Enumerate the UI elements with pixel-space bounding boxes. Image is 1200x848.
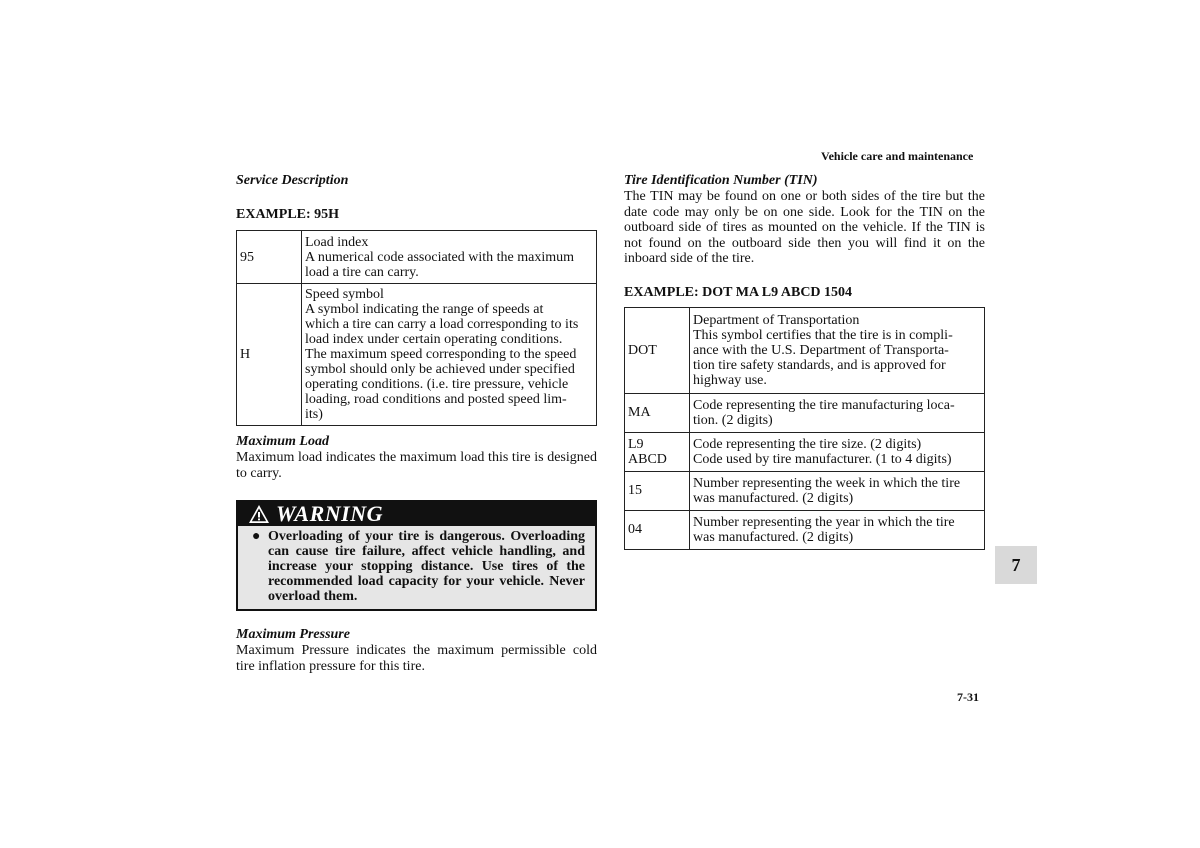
tin-text: The TIN may be found on one or both sides of the tire but the date code may only be on one side. Look for the TIN on the outboard side of tires as mounted on the vehicle. If the TIN is not found on the outboard side then you will find it on the inboard side of the tire. <box>624 189 985 266</box>
section-header: Vehicle care and maintenance <box>821 149 974 163</box>
page-number: 7-31 <box>957 690 979 704</box>
table-cell-description <box>690 307 985 393</box>
cell-line: Number representing the week in which the tire <box>693 475 961 491</box>
warning-body <box>238 526 595 609</box>
cell-line: A symbol indicating the range of speeds at <box>305 302 544 317</box>
cell-line: 04 <box>628 522 642 537</box>
tin-table <box>624 307 985 550</box>
service-description-title: Service Description <box>236 173 349 188</box>
cell-line: was manufactured. (2 digits) <box>693 529 854 545</box>
table-cell-code <box>625 393 690 432</box>
cell-line: Number representing the year in which the tire <box>693 514 955 530</box>
cell-line: ance with the U.S. Department of Transporta- <box>693 342 949 358</box>
maximum-load-text: Maximum load indicates the maximum load this tire is designed to carry. <box>236 450 597 481</box>
table-cell-description <box>690 471 985 510</box>
cell-line: Code used by tire manufacturer. (1 to 4 digits) <box>693 451 952 467</box>
cell-line: tion tire safety standards, and is approved for <box>693 357 946 373</box>
table-row <box>625 393 985 432</box>
maximum-pressure-text: Maximum Pressure indicates the maximum permissible cold tire inflation pressure for this tire. <box>236 643 597 674</box>
table-cell-description <box>690 510 985 549</box>
table-cell-code <box>625 510 690 549</box>
table-row <box>237 231 597 284</box>
right-column <box>624 172 985 550</box>
cell-line: L9 <box>628 436 644 452</box>
cell-line: symbol should only be achieved under specified <box>305 362 575 377</box>
table-row <box>237 284 597 426</box>
maximum-pressure-title: Maximum Pressure <box>236 627 350 642</box>
cell-line: its) <box>305 407 323 422</box>
chapter-tab: 7 <box>995 546 1037 584</box>
table-cell-code <box>625 307 690 393</box>
table-row <box>625 307 985 393</box>
table-cell-code: H <box>237 284 302 426</box>
warning-triangle-icon <box>248 504 270 524</box>
cell-line: which a tire can carry a load corresponding to its <box>305 317 579 332</box>
warning-header <box>238 502 595 526</box>
table-cell-description <box>302 284 597 426</box>
table-cell-code <box>625 471 690 510</box>
example-dot-label: EXAMPLE: DOT MA L9 ABCD 1504 <box>624 284 853 300</box>
cell-line: Speed symbol <box>305 287 384 302</box>
table-row <box>625 510 985 549</box>
table-cell-description <box>302 231 597 284</box>
cell-line: MA <box>628 405 651 420</box>
table-cell-description <box>690 393 985 432</box>
cell-line: 15 <box>628 483 642 498</box>
cell-line: Code representing the tire size. (2 digits) <box>693 436 922 452</box>
cell-line: loading, road conditions and posted speed lim- <box>305 392 567 407</box>
cell-line: Load index <box>305 234 369 250</box>
cell-line: Code representing the tire manufacturing loca- <box>693 397 955 413</box>
table-cell-code: 95 <box>237 231 302 284</box>
table-row <box>625 432 985 471</box>
cell-line: ABCD <box>628 451 667 467</box>
cell-line: operating conditions. (i.e. tire pressure, vehicle <box>305 377 569 392</box>
example-95h-label: EXAMPLE: 95H <box>236 207 340 222</box>
cell-line: Department of Transportation <box>693 312 860 328</box>
cell-line: A numerical code associated with the maximum <box>305 249 575 265</box>
cell-line: tion. (2 digits) <box>693 412 773 428</box>
cell-line: load a tire can carry. <box>305 264 419 280</box>
maximum-load-title: Maximum Load <box>236 434 329 449</box>
warning-box <box>236 500 597 611</box>
table-row <box>625 471 985 510</box>
warning-text: Overloading of your tire is dangerous. Overloading can cause tire failure, affect vehicle handling, and increase your stopping distance. Use tires of the recommended load capacity for your vehicle. Never overload them. <box>268 529 585 604</box>
cell-line: The maximum speed corresponding to the speed <box>305 347 577 362</box>
cell-line: DOT <box>628 342 657 358</box>
tin-title: Tire Identification Number (TIN) <box>624 173 818 188</box>
cell-line: load index under certain operating conditions. <box>305 332 563 347</box>
cell-line: was manufactured. (2 digits) <box>693 490 854 506</box>
load-speed-table <box>236 230 597 426</box>
table-cell-code <box>625 432 690 471</box>
left-column <box>236 172 597 674</box>
warning-title: WARNING <box>276 501 384 526</box>
cell-line: This symbol certifies that the tire is in compli- <box>693 327 953 343</box>
table-cell-description <box>690 432 985 471</box>
bullet-icon: ● <box>252 529 261 544</box>
cell-line: highway use. <box>693 372 767 388</box>
